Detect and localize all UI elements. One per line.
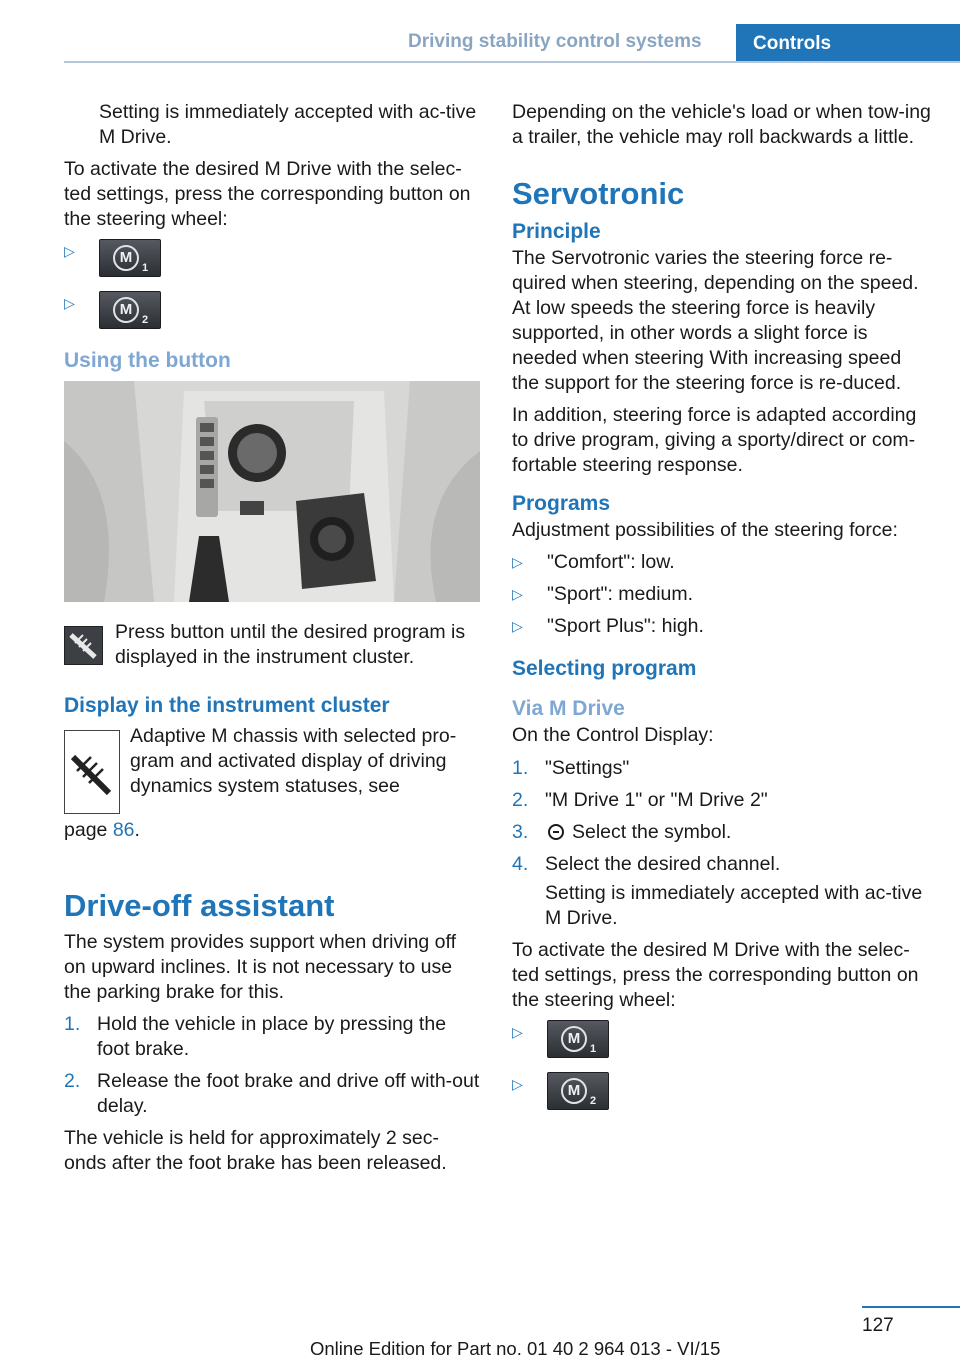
step-number: 1. xyxy=(64,1013,81,1035)
program-text: "Sport Plus": high. xyxy=(547,615,704,637)
m-subscript: 2 xyxy=(590,1095,597,1107)
m-letter: M xyxy=(561,1026,587,1052)
program-item xyxy=(512,550,932,575)
page-reference-line xyxy=(64,818,480,843)
bullet-triangle-icon: ▷ xyxy=(512,618,523,634)
vehicle-held-text: The vehicle is held for approximately 2 sec-onds after the foot brake has been released. xyxy=(64,1127,447,1174)
adaptive-chassis-icon xyxy=(64,730,120,814)
step-number: 4. xyxy=(512,853,529,875)
select-step-2 xyxy=(512,788,932,813)
step-number: 3. xyxy=(512,821,529,843)
steering-adaptation-text: In addition, steering force is adapted according to drive program, giving a sporty/direct or com-fortable steering response. xyxy=(512,404,917,476)
m2-button-item xyxy=(512,1072,932,1110)
setting-accepted-text: Setting is immediately accepted with ac-tive M Drive. xyxy=(545,882,923,929)
m1-button-item xyxy=(64,239,480,277)
using-the-button-heading: Using the button xyxy=(64,349,231,372)
step-text: Hold the vehicle in place by pressing the foot brake. xyxy=(97,1013,447,1060)
m1-button-item xyxy=(512,1020,932,1058)
drive-off-step-2 xyxy=(64,1069,480,1119)
chassis-damper-icon xyxy=(64,626,103,665)
m-subscript: 1 xyxy=(590,1043,597,1055)
program-text: "Comfort": low. xyxy=(547,551,675,573)
m2-button-item xyxy=(64,291,480,329)
bullet-triangle-icon: ▷ xyxy=(512,586,523,602)
page-number: 127 xyxy=(862,1315,894,1336)
setting-accepted-text: Setting is immediately accepted with ac-tive M Drive. xyxy=(99,101,477,148)
m-subscript: 1 xyxy=(142,262,149,274)
m-letter: M xyxy=(561,1078,587,1104)
m-subscript: 2 xyxy=(142,314,149,326)
step-text: "M Drive 1" or "M Drive 2" xyxy=(545,789,768,811)
right-column xyxy=(512,100,932,1124)
step-number: 1. xyxy=(512,757,529,779)
page-ref-prefix: page xyxy=(64,819,108,841)
servotronic-heading: Servotronic xyxy=(512,176,685,211)
bullet-triangle-icon: ▷ xyxy=(512,1076,523,1092)
step-text: "Settings" xyxy=(545,757,630,779)
step-number: 2. xyxy=(512,789,529,811)
drive-off-step-1 xyxy=(64,1012,480,1062)
page-86-link[interactable]: 86 xyxy=(112,819,135,841)
left-column xyxy=(64,100,480,1183)
step-text: Select the symbol. xyxy=(572,821,732,843)
page-ref-suffix: . xyxy=(134,819,140,841)
bullet-triangle-icon: ▷ xyxy=(512,1024,523,1040)
press-button-text: Press button until the desired program is displayed in the instrument cluster. xyxy=(115,621,466,668)
program-item xyxy=(512,582,932,607)
program-item xyxy=(512,614,932,639)
principle-text: The Servotronic varies the steering force re-quired when steering, depending on the speed. At low speeds the steering force is heavily supported, in other words a slight force is needed when steering With increasing speed the support for the steering force is re-duced. xyxy=(512,247,919,394)
adaptive-chassis-sentence: Adaptive M chassis with selected pro-gram and activated display of driving dynamics system statuses, see xyxy=(130,725,457,797)
select-step-4 xyxy=(512,852,932,877)
step-number: 2. xyxy=(64,1070,81,1092)
page-number-rule xyxy=(862,1306,960,1308)
m1-button-icon xyxy=(99,239,161,277)
adaptive-chassis-text xyxy=(64,724,480,799)
activate-m-drive-text: To activate the desired M Drive with the selec-ted settings, press the corresponding button on the steering wheel: xyxy=(64,158,471,230)
activate-m-drive-text: To activate the desired M Drive with the selec-ted settings, press the corresponding button on the steering wheel: xyxy=(512,939,919,1011)
step-text: Select the desired channel. xyxy=(545,853,781,875)
drive-off-description: The system provides support when driving off on upward inclines. It is not necessary to use the parking brake for this. xyxy=(64,931,456,1003)
principle-heading: Principle xyxy=(512,220,601,243)
control-display-text: On the Control Display: xyxy=(512,724,714,746)
program-text: "Sport": medium. xyxy=(547,583,694,605)
header-section-title: Driving stability control systems xyxy=(408,31,702,52)
center-console-illustration xyxy=(64,381,480,602)
step-text-wrap xyxy=(545,820,932,845)
roll-backwards-text: Depending on the vehicle's load or when tow-ing a trailer, the vehicle may roll backwards a little. xyxy=(512,101,931,148)
m-letter: M xyxy=(113,297,139,323)
select-step-1 xyxy=(512,756,932,781)
header-chapter-tab: Controls xyxy=(736,24,960,63)
steering-wheel-symbol-icon xyxy=(548,824,564,840)
m1-button-icon xyxy=(547,1020,609,1058)
bullet-triangle-icon: ▷ xyxy=(64,295,75,311)
selecting-program-heading: Selecting program xyxy=(512,657,697,680)
via-m-drive-heading: Via M Drive xyxy=(512,697,625,720)
display-instrument-cluster-heading: Display in the instrument cluster xyxy=(64,694,390,717)
programs-heading: Programs xyxy=(512,492,611,515)
edition-footer: Online Edition for Part no. 01 40 2 964 013 - VI/15 xyxy=(310,1338,721,1359)
m2-button-icon xyxy=(99,291,161,329)
drive-off-assistant-heading: Drive-off assistant xyxy=(64,888,335,923)
center-console-photo xyxy=(64,381,480,602)
bullet-triangle-icon: ▷ xyxy=(64,243,75,259)
bullet-triangle-icon: ▷ xyxy=(512,554,523,570)
press-button-note xyxy=(64,620,480,670)
header-rule xyxy=(64,61,960,63)
adaptive-chassis-note xyxy=(64,724,480,843)
m2-button-icon xyxy=(547,1072,609,1110)
select-step-3 xyxy=(512,820,932,845)
adjustment-possibilities-text: Adjustment possibilities of the steering force: xyxy=(512,519,898,541)
m-letter: M xyxy=(113,245,139,271)
step-text: Release the foot brake and drive off with-out delay. xyxy=(97,1070,480,1117)
